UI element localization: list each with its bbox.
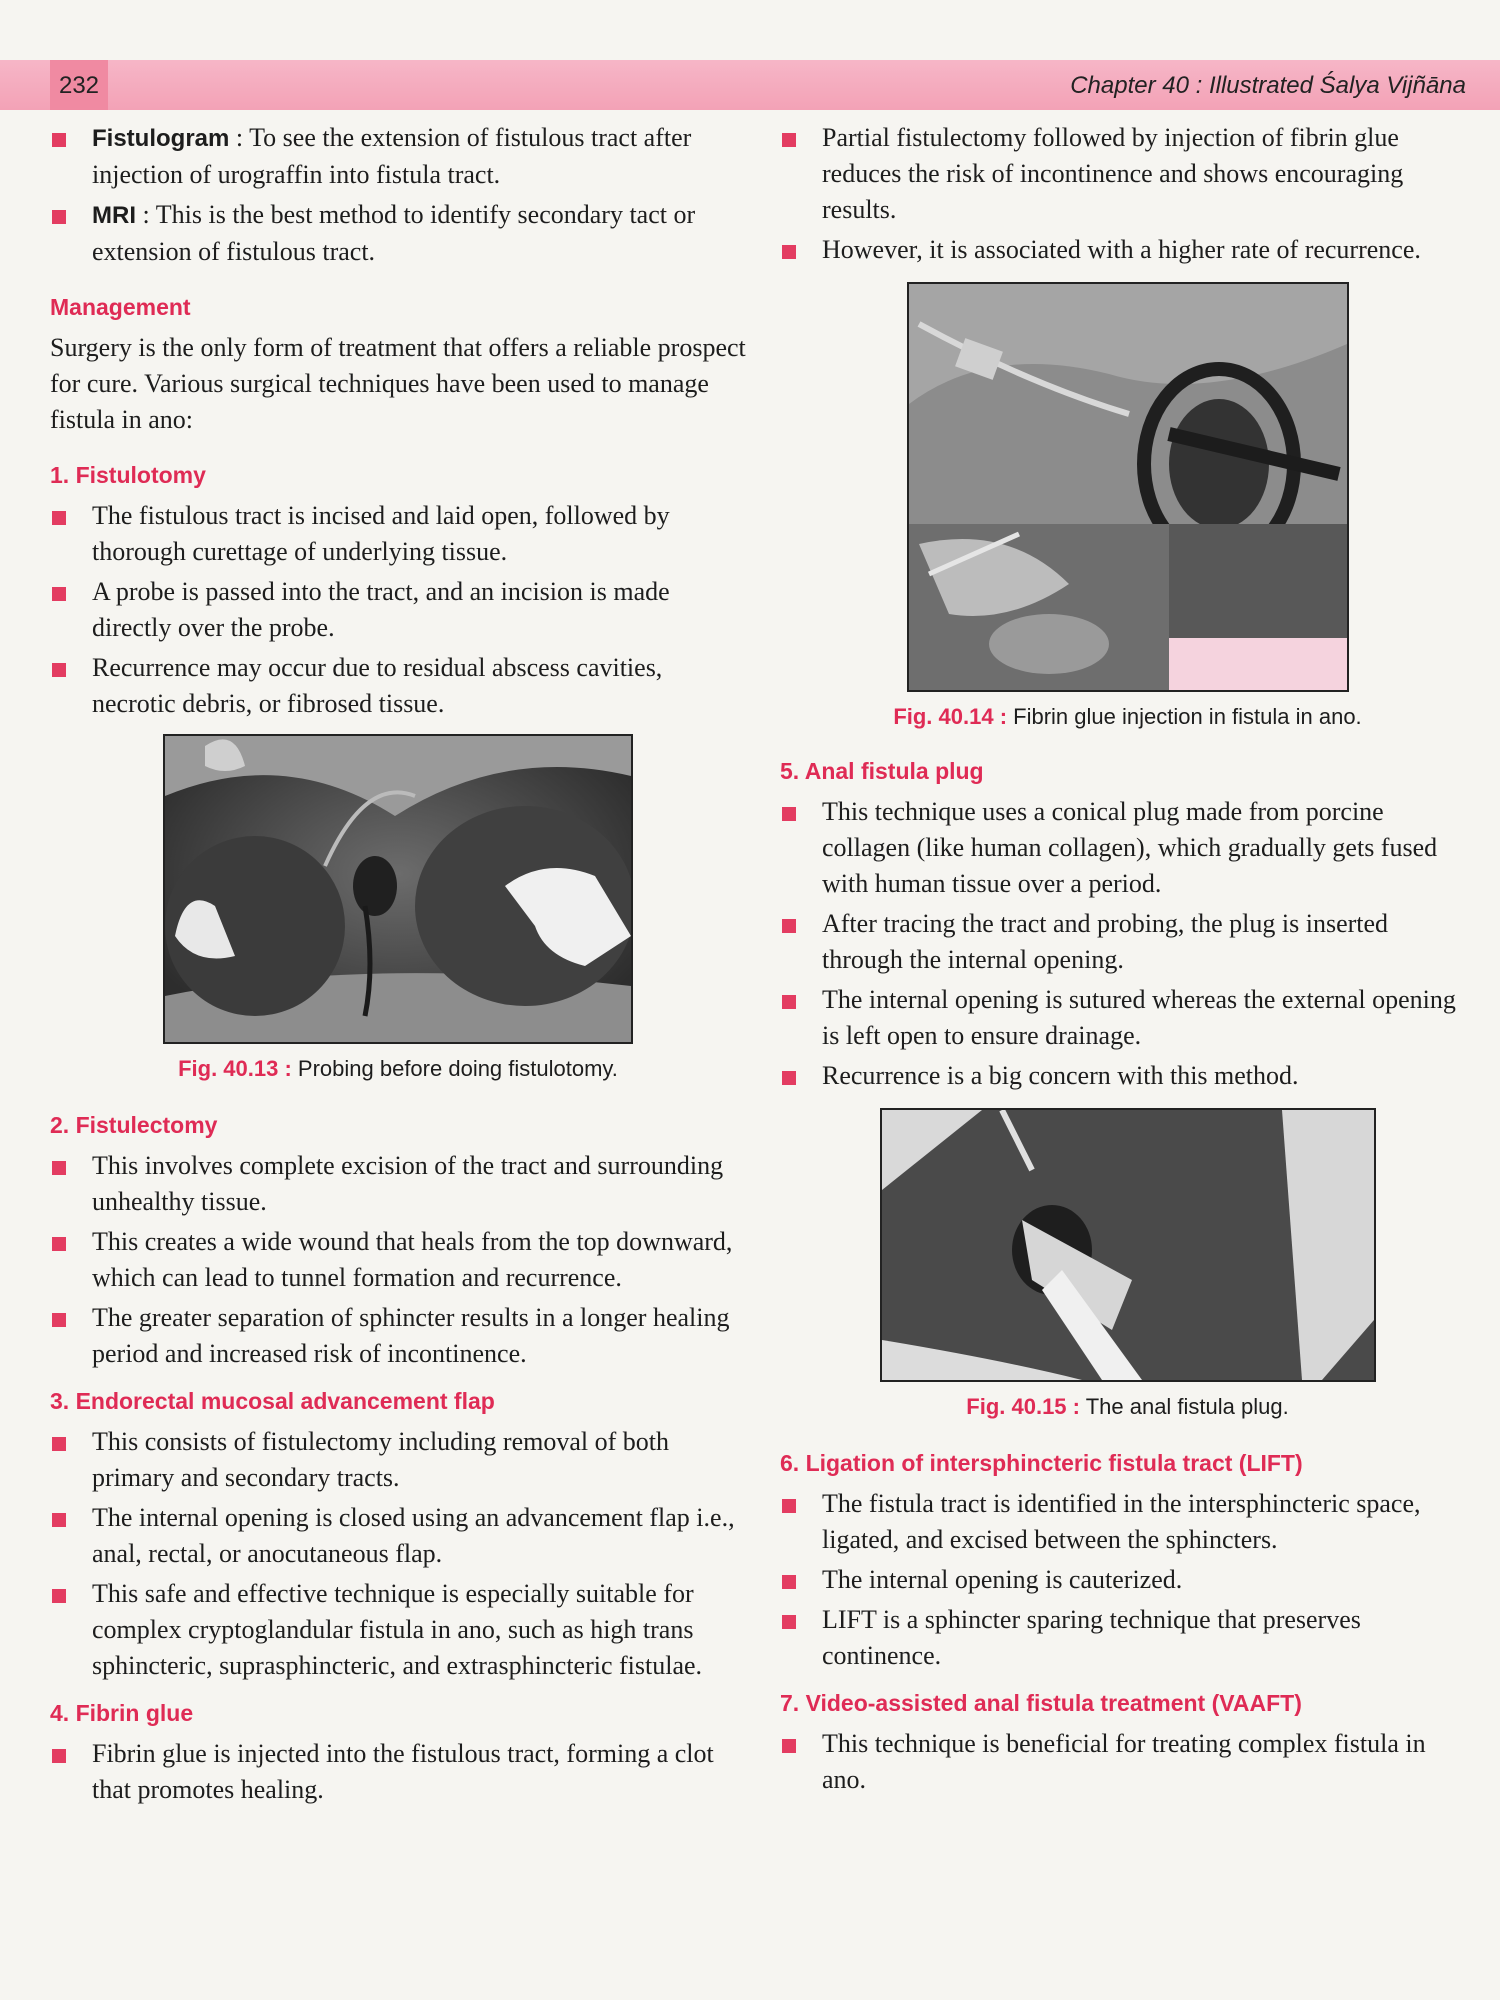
caption-label: Fig. 40.15 : [966, 1394, 1080, 1419]
term-text: : To see the extension of fistulous tract after injection of urograffin into fistula tract. [92, 123, 692, 189]
item-text: The fistulous tract is incised and laid open, followed by thorough curettage of underlying tissue. [92, 501, 670, 566]
list-item [50, 1148, 746, 1220]
figure-40-15-photo [880, 1108, 1376, 1382]
fibrin-glue-continued-list [780, 120, 1475, 268]
item-text: This technique is beneficial for treating complex fistula in ano. [822, 1729, 1426, 1794]
bullet-icon [782, 245, 796, 259]
vaaft-list [780, 1726, 1475, 1798]
list-item [50, 120, 746, 193]
list-item [50, 197, 746, 270]
advancement-flap-heading: 3. Endorectal mucosal advancement flap [50, 1388, 495, 1414]
item-text: LIFT is a sphincter sparing technique that preserves continence. [822, 1605, 1361, 1670]
lift-heading: 6. Ligation of intersphincteric fistula tract (LIFT) [780, 1450, 1303, 1476]
caption-text: Probing before doing fistulotomy. [291, 1056, 618, 1081]
bullet-icon [52, 663, 66, 677]
list-item [50, 1300, 746, 1372]
vaaft-heading: 7. Video-assisted anal fistula treatment (VAAFT) [780, 1690, 1302, 1716]
item-text: This consists of fistulectomy including removal of both primary and secondary tracts. [92, 1427, 669, 1492]
item-text: A probe is passed into the tract, and an incision is made directly over the probe. [92, 577, 670, 642]
bullet-icon [52, 1589, 66, 1603]
bullet-icon [782, 807, 796, 821]
bullet-icon [52, 133, 66, 147]
bullet-icon [52, 1749, 66, 1763]
fistulectomy-list [50, 1148, 746, 1372]
fibrin-glue-heading: 4. Fibrin glue [50, 1700, 194, 1726]
bullet-icon [782, 1575, 796, 1589]
bullet-icon [782, 1499, 796, 1513]
term-text: : This is the best method to identify secondary tact or extension of fistulous tract. [92, 200, 696, 266]
bullet-icon [52, 1313, 66, 1327]
list-item [50, 574, 746, 646]
right-column [780, 120, 1475, 1802]
fibrin-glue-list [50, 1736, 746, 1808]
list-item [780, 120, 1475, 228]
bullet-icon [52, 210, 66, 224]
item-text: Recurrence may occur due to residual abscess cavities, necrotic debris, or fibrosed tissue. [92, 653, 663, 718]
management-heading: Management [50, 294, 191, 320]
item-text: After tracing the tract and probing, the plug is inserted through the internal opening. [822, 909, 1389, 974]
item-text: Fibrin glue is injected into the fistulous tract, forming a clot that promotes healing. [92, 1739, 714, 1804]
bullet-icon [782, 1739, 796, 1753]
list-item [780, 906, 1475, 978]
list-item [50, 1736, 746, 1808]
item-text: The fistula tract is identified in the intersphincteric space, ligated, and excised between the sphincters. [822, 1489, 1421, 1554]
bullet-icon [52, 1237, 66, 1251]
bullet-icon [782, 995, 796, 1009]
list-item [780, 982, 1475, 1054]
item-text: This involves complete excision of the tract and surrounding unhealthy tissue. [92, 1151, 724, 1216]
list-item [780, 1726, 1475, 1798]
bullet-icon [782, 1071, 796, 1085]
advancement-flap-list [50, 1424, 746, 1684]
term: MRI [92, 202, 136, 229]
left-column [50, 120, 746, 1812]
fistulotomy-list [50, 498, 746, 722]
page-number: 232 [50, 60, 108, 110]
caption-label: Fig. 40.14 : [893, 704, 1008, 729]
figure-40-13-caption [50, 1054, 746, 1084]
item-text: The greater separation of sphincter results in a longer healing period and increased risk of incontinence. [92, 1303, 730, 1368]
fistulectomy-heading: 2. Fistulectomy [50, 1112, 218, 1138]
management-text: Surgery is the only form of treatment that offers a reliable prospect for cure. Various surgical techniques have been used to manage fistula in ano: [50, 333, 746, 434]
fistula-plug-photo-image [882, 1110, 1374, 1380]
list-item [780, 1562, 1475, 1598]
fistulotomy-heading: 1. Fistulotomy [50, 462, 206, 488]
bullet-icon [782, 1615, 796, 1629]
item-text: This safe and effective technique is especially suitable for complex cryptoglandular fistula in ano, such as high trans sphincteric, suprasphincteric, and extrasphincteric fistulae. [92, 1579, 703, 1680]
list-item [50, 1500, 746, 1572]
list-item [50, 498, 746, 570]
bullet-icon [782, 133, 796, 147]
list-item [780, 794, 1475, 902]
bullet-icon [52, 1513, 66, 1527]
fibrin-glue-photo-image [909, 284, 1347, 690]
figure-40-15-caption [780, 1392, 1475, 1422]
item-text: However, it is associated with a higher rate of recurrence. [822, 235, 1421, 264]
item-text: Partial fistulectomy followed by injection of fibrin glue reduces the risk of incontinence and shows encouraging results. [822, 123, 1404, 224]
lift-list [780, 1486, 1475, 1674]
item-text: Recurrence is a big concern with this method. [822, 1061, 1299, 1090]
item-text: The internal opening is cauterized. [822, 1565, 1183, 1594]
list-item [50, 1576, 746, 1684]
list-item [780, 1602, 1475, 1674]
list-item [780, 232, 1475, 268]
list-item [50, 650, 746, 722]
figure-40-13-photo [163, 734, 633, 1044]
list-item [50, 1224, 746, 1296]
anal-fistula-plug-list [780, 794, 1475, 1094]
figure-40-14-caption [780, 702, 1475, 732]
chapter-title: Chapter 40 : Illustrated Śalya Vijñāna [1070, 72, 1466, 99]
list-item [780, 1058, 1475, 1094]
probing-photo-image [165, 736, 631, 1042]
bullet-icon [52, 1161, 66, 1175]
item-text: This creates a wide wound that heals from the top downward, which can lead to tunnel formation and recurrence. [92, 1227, 733, 1292]
figure-40-14-photo [907, 282, 1349, 692]
bullet-icon [782, 919, 796, 933]
caption-text: The anal fistula plug. [1079, 1394, 1289, 1419]
item-text: This technique uses a conical plug made from porcine collagen (like human collagen), which gradually gets fused with human tissue over a period. [822, 797, 1438, 898]
item-text: The internal opening is closed using an advancement flap i.e., anal, rectal, or anocutaneous flap. [92, 1503, 735, 1568]
diagnostics-list [50, 120, 746, 270]
bullet-icon [52, 511, 66, 525]
bullet-icon [52, 587, 66, 601]
caption-text: Fibrin glue injection in fistula in ano. [1007, 704, 1362, 729]
term: Fistulogram [92, 125, 230, 152]
list-item [50, 1424, 746, 1496]
bullet-icon [52, 1437, 66, 1451]
item-text: The internal opening is sutured whereas the external opening is left open to ensure drainage. [822, 985, 1456, 1050]
anal-fistula-plug-heading: 5. Anal fistula plug [780, 758, 984, 784]
list-item [780, 1486, 1475, 1558]
caption-label: Fig. 40.13 : [178, 1056, 292, 1081]
page-header [0, 60, 1500, 110]
